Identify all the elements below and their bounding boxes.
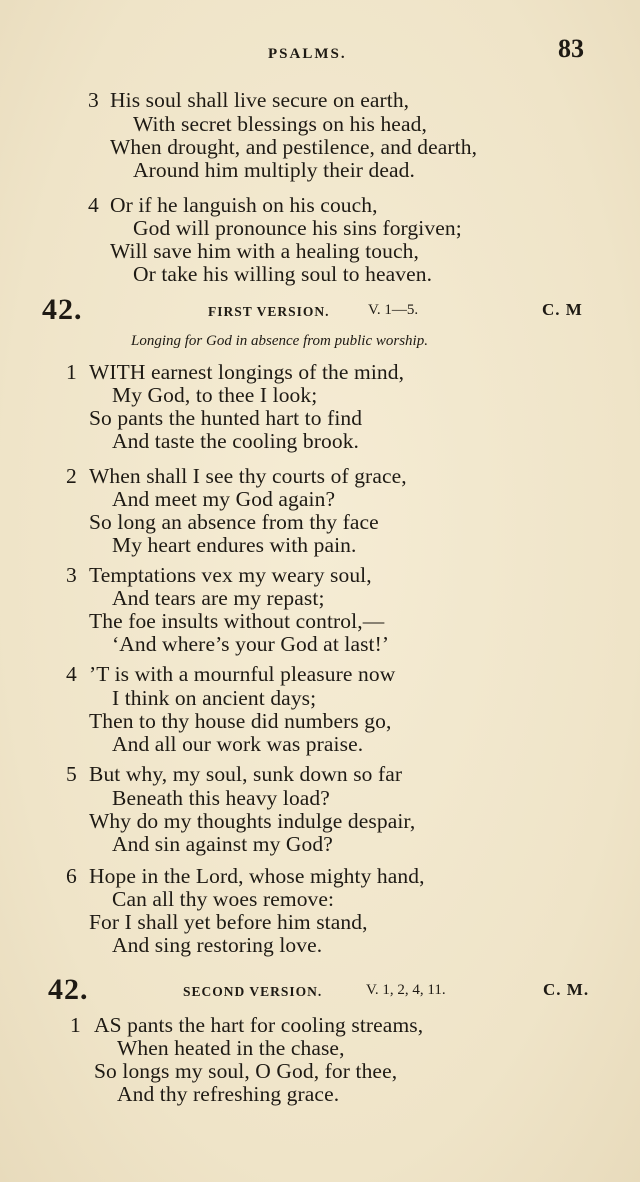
- verse-line: My God, to thee I look;: [112, 383, 318, 407]
- verse-line: God will pronounce his sins forgiven;: [133, 216, 462, 240]
- verse-line: Temptations vex my weary soul,: [89, 563, 372, 587]
- verse-line: So long an absence from thy face: [89, 510, 379, 534]
- verse-line: For I shall yet before him stand,: [89, 910, 368, 934]
- verse-line: Or if he languish on his couch,: [110, 193, 378, 217]
- verse-line: And sin against my God?: [112, 832, 333, 856]
- stanza-number: 2: [66, 464, 77, 488]
- hymn-subtitle: Longing for God in absence from public worship.: [131, 333, 428, 349]
- page-number: 83: [558, 34, 584, 63]
- verse-line: WITH earnest longings of the mind,: [89, 360, 405, 384]
- stanza-number: 6: [66, 864, 77, 888]
- stanza-number: 3: [66, 563, 77, 587]
- verse-range: V. 1—5.: [368, 302, 419, 318]
- verse-line: Beneath this heavy load?: [112, 786, 330, 810]
- verse-line: Why do my thoughts indulge despair,: [89, 809, 416, 833]
- hymn-number: 42.: [42, 293, 83, 326]
- running-head: PSALMS.: [268, 46, 347, 62]
- verse-line: And tears are my repast;: [112, 586, 325, 610]
- verse-line: When heated in the chase,: [117, 1036, 345, 1060]
- stanza-number: 3: [88, 88, 99, 112]
- verse-line: My heart endures with pain.: [112, 533, 357, 557]
- verse-line: ’T is with a mournful pleasure now: [89, 662, 396, 686]
- verse-line: Then to thy house did numbers go,: [89, 709, 392, 733]
- stanza-number: 1: [70, 1013, 81, 1037]
- verse-line: Or take his willing soul to heaven.: [133, 262, 433, 286]
- stanza-number: 4: [88, 193, 99, 217]
- verse-line: The foe insults without control,—: [89, 609, 385, 633]
- stanza-number: 1: [66, 360, 77, 384]
- verse-line: And taste the cooling brook.: [112, 429, 360, 453]
- verse-line: So longs my soul, O God, for thee,: [94, 1059, 398, 1083]
- verse-line: I think on ancient days;: [112, 686, 317, 710]
- verse-line: And thy refreshing grace.: [117, 1082, 340, 1106]
- verse-range: V. 1, 2, 4, 11.: [366, 982, 446, 998]
- verse-line: And all our work was praise.: [112, 732, 364, 756]
- version-title: SECOND VERSION.: [183, 984, 323, 999]
- stanza-number: 4: [66, 662, 77, 686]
- verse-line: When drought, and pestilence, and dearth,: [110, 135, 478, 159]
- verse-line: When shall I see thy courts of grace,: [89, 464, 407, 488]
- verse-line: Will save him with a healing touch,: [110, 239, 419, 263]
- verse-line: His soul shall live secure on earth,: [110, 88, 410, 112]
- stanza-number: 5: [66, 762, 77, 786]
- verse-line: Around him multiply their dead.: [133, 158, 415, 182]
- verse-line: And meet my God again?: [112, 487, 336, 511]
- meter: C. M.: [543, 980, 590, 999]
- verse-line: Can all thy woes remove:: [112, 887, 335, 911]
- verse-line: But why, my soul, sunk down so far: [89, 762, 403, 786]
- hymn-number: 42.: [48, 973, 89, 1006]
- version-title: FIRST VERSION.: [208, 304, 330, 319]
- verse-line: And sing restoring love.: [112, 933, 323, 957]
- meter: C. M: [542, 300, 583, 319]
- verse-line: AS pants the hart for cooling streams,: [94, 1013, 424, 1037]
- verse-line: Hope in the Lord, whose mighty hand,: [89, 864, 425, 888]
- verse-line: ‘And where’s your God at last!’: [112, 632, 390, 656]
- verse-line: So pants the hunted hart to find: [89, 406, 363, 430]
- verse-line: With secret blessings on his head,: [133, 112, 427, 136]
